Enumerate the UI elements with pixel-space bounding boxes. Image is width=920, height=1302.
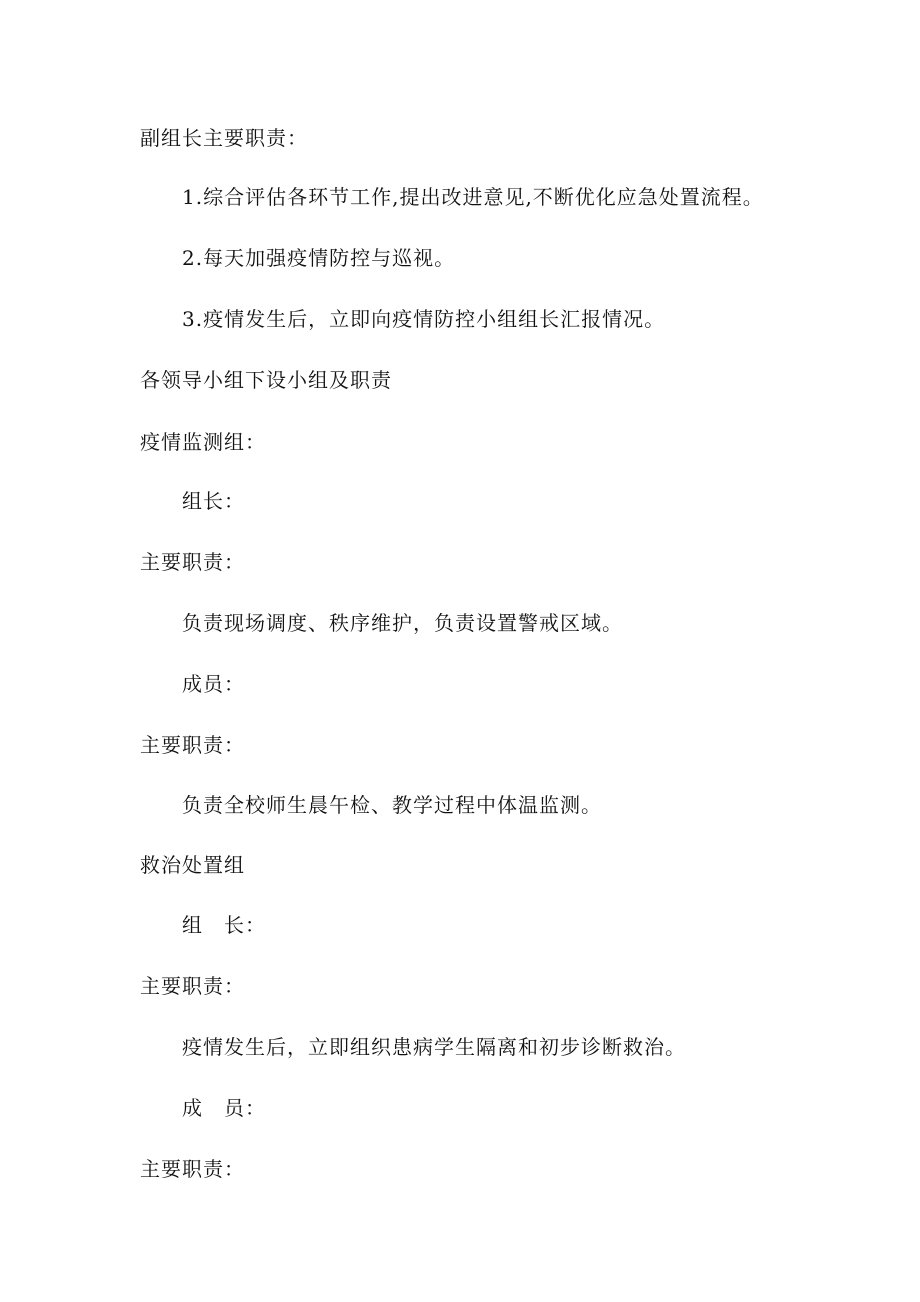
monitoring-members-duties-label: 主要职责：: [140, 733, 245, 757]
treatment-leader-label: 组 长：: [182, 913, 266, 937]
vice-leader-duties-heading: 副组长主要职责：: [140, 126, 308, 150]
treatment-members-duties-label: 主要职责：: [140, 1157, 245, 1181]
treatment-group-heading: 救治处置组: [140, 853, 245, 877]
treatment-leader-duties-text: 疫情发生后，立即组织患病学生隔离和初步诊断救治。: [182, 1035, 686, 1059]
duty-item-3: 3.疫情发生后，立即向疫情防控小组组长汇报情况。: [182, 307, 666, 331]
treatment-leader-duties-label: 主要职责：: [140, 974, 245, 998]
duty-item-1: 1.综合评估各环节工作,提出改进意见,不断优化应急处置流程。: [182, 185, 764, 209]
monitoring-leader-duties-text: 负责现场调度、秩序维护，负责设置警戒区域。: [182, 611, 623, 635]
monitoring-leader-label: 组长：: [182, 489, 245, 513]
subgroups-heading: 各领导小组下设小组及职责: [140, 368, 392, 392]
monitoring-group-heading: 疫情监测组：: [140, 430, 266, 454]
duty-item-2: 2.每天加强疫情防控与巡视。: [182, 246, 456, 270]
monitoring-members-duties-text: 负责全校师生晨午检、教学过程中体温监测。: [182, 793, 602, 817]
treatment-members-label: 成 员：: [182, 1096, 266, 1120]
monitoring-members-label: 成员：: [182, 672, 245, 696]
monitoring-leader-duties-label: 主要职责：: [140, 550, 245, 574]
